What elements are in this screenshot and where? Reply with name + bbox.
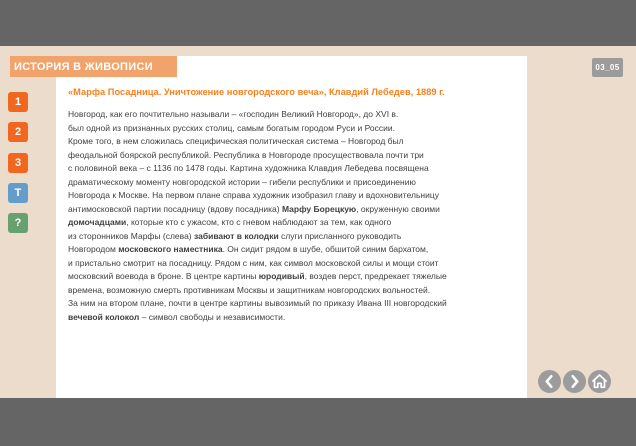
next-button[interactable] — [563, 370, 586, 393]
home-icon — [588, 370, 611, 393]
text-line: домочадцами, которые кто с ужасом, кто с гневом наблюдают за тем, как одного — [68, 217, 392, 227]
text-line: Кроме того, в нем сложилась специфическая политическая система – Новгород был — [68, 136, 404, 146]
text-line: с половиной века – с 1136 по 1478 годы. Картина художника Клавдия Лебедева посвящена — [68, 163, 429, 173]
sidebar-button-3[interactable]: 3 — [8, 153, 28, 173]
text-line: был одной из признанных русских столиц, самым богатым городом Руси и России. — [68, 122, 395, 133]
text-line: драматическому моменту новгородской истории – гибели республики и присоединению — [68, 176, 416, 187]
sidebar-button-1[interactable]: 1 — [8, 92, 28, 112]
prev-button[interactable] — [538, 370, 561, 393]
sidebar-button-text[interactable]: T — [8, 183, 28, 203]
article-title: «Марфа Посадница. Уничтожение новгородского веча», Клавдий Лебедев, 1889 г. — [68, 87, 445, 97]
chevron-right-icon — [563, 370, 586, 393]
text-line: и пристально смотрит на посадницу. Рядом с ним, как символ московской силы и мощи стоит — [68, 257, 439, 268]
text-line: Новгород, как его почтительно называли – «господин Великий Новгород», до XVI в. — [68, 109, 399, 119]
text-line: За ним на втором плане, почти в центре картины вывозимый по приказу Ивана III новгородский — [68, 298, 447, 308]
text-line: Новгорода к Москве. На первом плане справа художник изобразил главу и вдохновительницу — [68, 190, 439, 200]
section-header — [10, 56, 177, 77]
text-line: вечевой колокол – символ свободы и независимости. — [68, 311, 286, 322]
sidebar-button-help[interactable]: ? — [8, 213, 28, 233]
text-line: из сторонников Марфы (слева) забивают в колодки слуги присланного руководить — [68, 230, 402, 241]
text-line: времена, возможную смерть противникам Москвы и защитникам новгородских вольностей. — [68, 284, 431, 295]
text-line: московский воевода в броне. В центре картины юродивый, воздев перст, предрекает тяжелые — [68, 271, 447, 281]
chevron-left-icon — [538, 370, 561, 393]
sidebar-button-2[interactable]: 2 — [8, 122, 28, 142]
text-line: антимосковской партии посадницу (вдову посадника) Марфу Борецкую, окруженную своими — [68, 203, 440, 214]
text-line: феодальной боярской республикой. Республика в Новгороде просуществовала почти три — [68, 149, 424, 160]
text-line: Новгородом московского наместника. Он сидит рядом в шубе, обшитой синим бархатом, — [68, 244, 429, 254]
article-body — [68, 108, 527, 324]
bottom-bar — [0, 398, 636, 446]
top-bar — [0, 0, 636, 46]
section-title: ИСТОРИЯ В ЖИВОПИСИ — [14, 60, 153, 73]
slide-number-badge: 03_05 — [592, 58, 623, 77]
home-button[interactable] — [588, 370, 611, 393]
